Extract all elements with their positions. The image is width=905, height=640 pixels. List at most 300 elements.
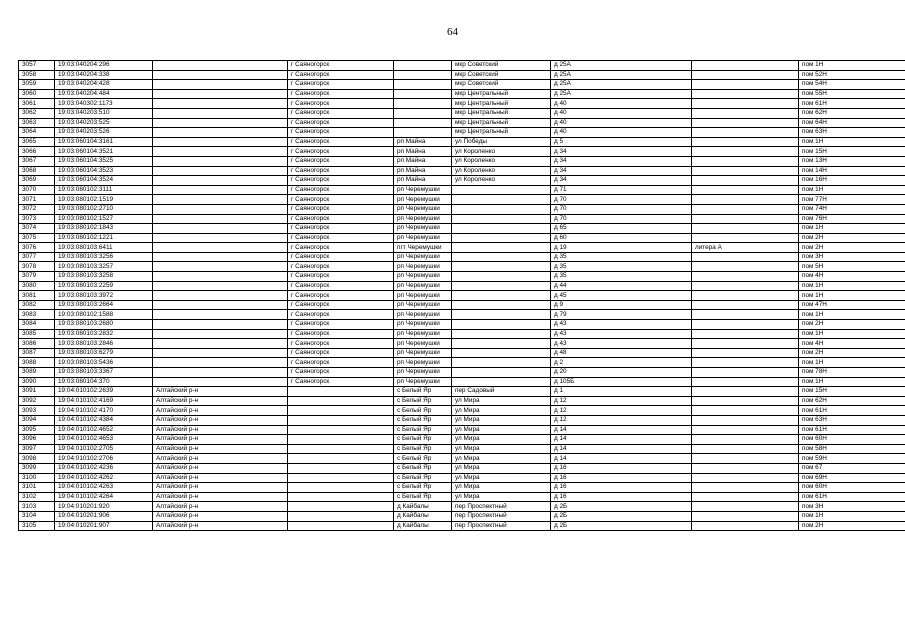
- table-row: [19, 147, 905, 157]
- building-cell: [692, 406, 799, 416]
- street-cell: [452, 262, 551, 272]
- settlement-cell: с Белый Яр: [394, 492, 452, 502]
- city-cell: г Саяногорск: [288, 272, 394, 282]
- settlement-cell: рп Черемушки: [394, 233, 452, 243]
- table-row: [19, 463, 905, 473]
- table-row: [19, 185, 905, 195]
- district-cell: Алтайский р-н: [153, 406, 288, 416]
- city-cell: [288, 454, 394, 464]
- premises-cell: пом 78Н: [799, 368, 905, 378]
- district-cell: [153, 291, 288, 301]
- premises-cell: пом 59Н: [799, 454, 905, 464]
- house-cell: д 40: [551, 108, 692, 118]
- city-cell: [288, 444, 394, 454]
- row-number-cell: 3080: [19, 281, 55, 291]
- cadastral-number-cell: 19:04:010102:4652: [55, 425, 153, 435]
- building-cell: [692, 99, 799, 109]
- city-cell: г Саяногорск: [288, 310, 394, 320]
- cadastral-number-cell: 19:03:080102:1519: [55, 195, 153, 205]
- district-cell: [153, 176, 288, 186]
- cadastral-number-cell: 19:03:040302:1173: [55, 99, 153, 109]
- street-cell: ул Мира: [452, 483, 551, 493]
- premises-cell: пом 5Н: [799, 262, 905, 272]
- house-cell: д 35: [551, 272, 692, 282]
- cadastral-number-cell: 19:04:010102:4264: [55, 492, 153, 502]
- settlement-cell: рп Черемушки: [394, 291, 452, 301]
- city-cell: [288, 483, 394, 493]
- district-cell: [153, 243, 288, 253]
- district-cell: Алтайский р-н: [153, 483, 288, 493]
- premises-cell: пом 1Н: [799, 224, 905, 234]
- settlement-cell: рп Майна: [394, 156, 452, 166]
- premises-cell: пом 2Н: [799, 320, 905, 330]
- building-cell: [692, 435, 799, 445]
- city-cell: [288, 502, 394, 512]
- premises-cell: пом 1Н: [799, 310, 905, 320]
- city-cell: г Саяногорск: [288, 291, 394, 301]
- table-row: [19, 243, 905, 253]
- premises-cell: пом 61Н: [799, 425, 905, 435]
- city-cell: г Саяногорск: [288, 128, 394, 138]
- premises-cell: пом 69Н: [799, 473, 905, 483]
- building-cell: [692, 176, 799, 186]
- cadastral-number-cell: 19:03:060104:3525: [55, 156, 153, 166]
- house-cell: д 43: [551, 320, 692, 330]
- building-cell: литера А: [692, 243, 799, 253]
- district-cell: [153, 156, 288, 166]
- district-cell: Алтайский р-н: [153, 511, 288, 521]
- settlement-cell: д Кайбалы: [394, 521, 452, 531]
- city-cell: г Саяногорск: [288, 80, 394, 90]
- row-number-cell: 3092: [19, 396, 55, 406]
- city-cell: [288, 511, 394, 521]
- cadastral-number-cell: 19:03:040204:484: [55, 89, 153, 99]
- settlement-cell: с Белый Яр: [394, 483, 452, 493]
- street-cell: ул Мира: [452, 435, 551, 445]
- house-cell: д 35: [551, 262, 692, 272]
- row-number-cell: 3058: [19, 70, 55, 80]
- premises-cell: пом 1Н: [799, 185, 905, 195]
- row-number-cell: 3085: [19, 329, 55, 339]
- city-cell: г Саяногорск: [288, 61, 394, 71]
- settlement-cell: рп Майна: [394, 176, 452, 186]
- building-cell: [692, 252, 799, 262]
- street-cell: [452, 368, 551, 378]
- district-cell: Алтайский р-н: [153, 492, 288, 502]
- house-cell: д 34: [551, 156, 692, 166]
- district-cell: [153, 214, 288, 224]
- row-number-cell: 3094: [19, 415, 55, 425]
- premises-cell: пом 63Н: [799, 128, 905, 138]
- district-cell: Алтайский р-н: [153, 473, 288, 483]
- premises-cell: пом 55Н: [799, 89, 905, 99]
- settlement-cell: д Кайбалы: [394, 511, 452, 521]
- premises-cell: пом 1Н: [799, 377, 905, 387]
- house-cell: д 25А: [551, 61, 692, 71]
- district-cell: [153, 358, 288, 368]
- building-cell: [692, 137, 799, 147]
- district-cell: [153, 128, 288, 138]
- building-cell: [692, 195, 799, 205]
- street-cell: ул Короленко: [452, 166, 551, 176]
- house-cell: д 40: [551, 118, 692, 128]
- premises-cell: пом 61Н: [799, 406, 905, 416]
- cadastral-number-cell: 19:03:080103:2832: [55, 329, 153, 339]
- building-cell: [692, 147, 799, 157]
- cadastral-number-cell: 19:03:080103:6279: [55, 348, 153, 358]
- row-number-cell: 3067: [19, 156, 55, 166]
- table-row: [19, 204, 905, 214]
- row-number-cell: 3100: [19, 473, 55, 483]
- building-cell: [692, 329, 799, 339]
- building-cell: [692, 204, 799, 214]
- building-cell: [692, 214, 799, 224]
- settlement-cell: рп Черемушки: [394, 252, 452, 262]
- district-cell: [153, 89, 288, 99]
- cadastral-number-cell: 19:03:080103:3256: [55, 252, 153, 262]
- table-row: [19, 300, 905, 310]
- street-cell: [452, 358, 551, 368]
- district-cell: [153, 252, 288, 262]
- table-row: [19, 320, 905, 330]
- district-cell: [153, 224, 288, 234]
- street-cell: ул Мира: [452, 415, 551, 425]
- district-cell: [153, 99, 288, 109]
- district-cell: [153, 195, 288, 205]
- table-row: [19, 368, 905, 378]
- cadastral-number-cell: 19:03:040203:526: [55, 128, 153, 138]
- city-cell: [288, 425, 394, 435]
- city-cell: г Саяногорск: [288, 281, 394, 291]
- settlement-cell: [394, 128, 452, 138]
- district-cell: [153, 320, 288, 330]
- house-cell: д 40: [551, 128, 692, 138]
- premises-cell: пом 14Н: [799, 166, 905, 176]
- cadastral-number-cell: 19:03:080102:2710: [55, 204, 153, 214]
- building-cell: [692, 233, 799, 243]
- building-cell: [692, 377, 799, 387]
- premises-cell: пом 61Н: [799, 99, 905, 109]
- cadastral-number-cell: 19:04:010201:906: [55, 511, 153, 521]
- row-number-cell: 3091: [19, 387, 55, 397]
- city-cell: [288, 396, 394, 406]
- table-row: [19, 262, 905, 272]
- row-number-cell: 3093: [19, 406, 55, 416]
- district-cell: [153, 80, 288, 90]
- city-cell: [288, 492, 394, 502]
- table-row: [19, 233, 905, 243]
- table-row: [19, 89, 905, 99]
- house-cell: д 2Б: [551, 511, 692, 521]
- district-cell: Алтайский р-н: [153, 463, 288, 473]
- cadastral-number-cell: 19:04:010102:4653: [55, 435, 153, 445]
- cadastral-number-cell: 19:03:080102:1527: [55, 214, 153, 224]
- row-number-cell: 3104: [19, 511, 55, 521]
- house-cell: д 79: [551, 310, 692, 320]
- premises-cell: пом 1Н: [799, 358, 905, 368]
- city-cell: г Саяногорск: [288, 348, 394, 358]
- house-cell: д 70: [551, 214, 692, 224]
- premises-cell: пом 1Н: [799, 281, 905, 291]
- cadastral-number-cell: 19:04:010201:920: [55, 502, 153, 512]
- house-cell: д 34: [551, 176, 692, 186]
- settlement-cell: [394, 99, 452, 109]
- premises-cell: пом 15Н: [799, 147, 905, 157]
- premises-cell: пом 74Н: [799, 204, 905, 214]
- row-number-cell: 3070: [19, 185, 55, 195]
- building-cell: [692, 300, 799, 310]
- street-cell: мкр Советский: [452, 80, 551, 90]
- settlement-cell: с Белый Яр: [394, 444, 452, 454]
- row-number-cell: 3069: [19, 176, 55, 186]
- house-cell: д 2Б: [551, 502, 692, 512]
- house-cell: д 9: [551, 300, 692, 310]
- cadastral-number-cell: 19:03:080103:3258: [55, 272, 153, 282]
- premises-cell: пом 1Н: [799, 511, 905, 521]
- district-cell: [153, 61, 288, 71]
- table-row: [19, 473, 905, 483]
- district-cell: Алтайский р-н: [153, 415, 288, 425]
- row-number-cell: 3064: [19, 128, 55, 138]
- city-cell: г Саяногорск: [288, 243, 394, 253]
- building-cell: [692, 118, 799, 128]
- city-cell: г Саяногорск: [288, 195, 394, 205]
- cadastral-number-cell: 19:03:060104:3521: [55, 147, 153, 157]
- house-cell: д 70: [551, 204, 692, 214]
- city-cell: г Саяногорск: [288, 262, 394, 272]
- premises-cell: пом 47Н: [799, 300, 905, 310]
- row-number-cell: 3078: [19, 262, 55, 272]
- city-cell: г Саяногорск: [288, 204, 394, 214]
- house-cell: д 44: [551, 281, 692, 291]
- city-cell: г Саяногорск: [288, 137, 394, 147]
- premises-cell: пом 64Н: [799, 118, 905, 128]
- building-cell: [692, 80, 799, 90]
- cadastral-number-cell: 19:04:010102:4169: [55, 396, 153, 406]
- building-cell: [692, 368, 799, 378]
- city-cell: г Саяногорск: [288, 368, 394, 378]
- building-cell: [692, 156, 799, 166]
- table-row: [19, 454, 905, 464]
- table-row: [19, 521, 905, 531]
- premises-cell: пом 1Н: [799, 329, 905, 339]
- row-number-cell: 3065: [19, 137, 55, 147]
- district-cell: Алтайский р-н: [153, 521, 288, 531]
- city-cell: г Саяногорск: [288, 156, 394, 166]
- row-number-cell: 3101: [19, 483, 55, 493]
- house-cell: д 60: [551, 233, 692, 243]
- premises-cell: пом 60Н: [799, 483, 905, 493]
- settlement-cell: с Белый Яр: [394, 415, 452, 425]
- table-row: [19, 281, 905, 291]
- house-cell: д 14: [551, 435, 692, 445]
- street-cell: мкр Центральный: [452, 108, 551, 118]
- house-cell: д 5: [551, 137, 692, 147]
- settlement-cell: рп Черемушки: [394, 310, 452, 320]
- row-number-cell: 3084: [19, 320, 55, 330]
- district-cell: [153, 137, 288, 147]
- table-row: [19, 291, 905, 301]
- district-cell: Алтайский р-н: [153, 387, 288, 397]
- house-cell: д 19: [551, 243, 692, 253]
- house-cell: д 14: [551, 454, 692, 464]
- table-row: [19, 70, 905, 80]
- settlement-cell: рп Черемушки: [394, 262, 452, 272]
- premises-cell: пом 13Н: [799, 156, 905, 166]
- house-cell: д 2: [551, 358, 692, 368]
- premises-cell: пом 62Н: [799, 108, 905, 118]
- house-cell: д 43: [551, 339, 692, 349]
- house-cell: д 16: [551, 463, 692, 473]
- premises-cell: пом 2Н: [799, 243, 905, 253]
- house-cell: д 25А: [551, 80, 692, 90]
- row-number-cell: 3057: [19, 61, 55, 71]
- row-number-cell: 3105: [19, 521, 55, 531]
- cadastral-number-cell: 19:03:080103:3972: [55, 291, 153, 301]
- city-cell: г Саяногорск: [288, 252, 394, 262]
- row-number-cell: 3063: [19, 118, 55, 128]
- building-cell: [692, 425, 799, 435]
- row-number-cell: 3099: [19, 463, 55, 473]
- settlement-cell: рп Черемушки: [394, 195, 452, 205]
- city-cell: г Саяногорск: [288, 233, 394, 243]
- premises-cell: пом 61Н: [799, 492, 905, 502]
- row-number-cell: 3089: [19, 368, 55, 378]
- settlement-cell: [394, 108, 452, 118]
- house-cell: д 35: [551, 252, 692, 262]
- house-cell: д 16: [551, 492, 692, 502]
- street-cell: мкр Центральный: [452, 89, 551, 99]
- street-cell: ул Мира: [452, 444, 551, 454]
- city-cell: [288, 473, 394, 483]
- row-number-cell: 3071: [19, 195, 55, 205]
- street-cell: [452, 185, 551, 195]
- row-number-cell: 3068: [19, 166, 55, 176]
- street-cell: ул Мира: [452, 396, 551, 406]
- street-cell: ул Победы: [452, 137, 551, 147]
- city-cell: г Саяногорск: [288, 224, 394, 234]
- street-cell: пер Садовый: [452, 387, 551, 397]
- cadastral-number-cell: 19:03:080103:3257: [55, 262, 153, 272]
- city-cell: [288, 406, 394, 416]
- city-cell: [288, 435, 394, 445]
- settlement-cell: рп Черемушки: [394, 368, 452, 378]
- cadastral-number-cell: 19:03:040203:525: [55, 118, 153, 128]
- row-number-cell: 3074: [19, 224, 55, 234]
- table-row: [19, 80, 905, 90]
- district-cell: Алтайский р-н: [153, 454, 288, 464]
- district-cell: [153, 329, 288, 339]
- house-cell: д 14: [551, 444, 692, 454]
- row-number-cell: 3077: [19, 252, 55, 262]
- district-cell: [153, 281, 288, 291]
- cadastral-number-cell: 19:03:080103:3367: [55, 368, 153, 378]
- district-cell: [153, 272, 288, 282]
- cadastral-number-cell: 19:03:040204:428: [55, 80, 153, 90]
- settlement-cell: рп Черемушки: [394, 377, 452, 387]
- building-cell: [692, 291, 799, 301]
- table-row: [19, 377, 905, 387]
- table-row: [19, 358, 905, 368]
- premises-cell: пом 54Н: [799, 80, 905, 90]
- row-number-cell: 3073: [19, 214, 55, 224]
- row-number-cell: 3087: [19, 348, 55, 358]
- cadastral-number-cell: 19:03:080103:2680: [55, 320, 153, 330]
- city-cell: [288, 387, 394, 397]
- district-cell: Алтайский р-н: [153, 502, 288, 512]
- street-cell: ул Мира: [452, 425, 551, 435]
- house-cell: д 2Б: [551, 521, 692, 531]
- table-row: [19, 387, 905, 397]
- row-number-cell: 3090: [19, 377, 55, 387]
- building-cell: [692, 61, 799, 71]
- table-row: [19, 435, 905, 445]
- row-number-cell: 3060: [19, 89, 55, 99]
- premises-cell: пом 52Н: [799, 70, 905, 80]
- settlement-cell: с Белый Яр: [394, 425, 452, 435]
- city-cell: г Саяногорск: [288, 377, 394, 387]
- row-number-cell: 3062: [19, 108, 55, 118]
- house-cell: д 12: [551, 396, 692, 406]
- cadastral-number-cell: 19:03:080103:2846: [55, 339, 153, 349]
- house-cell: д 12: [551, 406, 692, 416]
- table-row: [19, 348, 905, 358]
- house-cell: д 16: [551, 473, 692, 483]
- city-cell: [288, 521, 394, 531]
- district-cell: [153, 108, 288, 118]
- settlement-cell: с Белый Яр: [394, 463, 452, 473]
- building-cell: [692, 224, 799, 234]
- street-cell: ул Мира: [452, 473, 551, 483]
- row-number-cell: 3097: [19, 444, 55, 454]
- premises-cell: пом 1Н: [799, 61, 905, 71]
- house-cell: д 25А: [551, 89, 692, 99]
- cadastral-number-cell: 19:03:080102:1221: [55, 233, 153, 243]
- street-cell: мкр Центральный: [452, 118, 551, 128]
- house-cell: д 71: [551, 185, 692, 195]
- cadastral-number-cell: 19:04:010102:4384: [55, 415, 153, 425]
- settlement-cell: с Белый Яр: [394, 473, 452, 483]
- table-row: [19, 502, 905, 512]
- cadastral-number-cell: 19:03:060104:3524: [55, 176, 153, 186]
- premises-cell: пом 2Н: [799, 521, 905, 531]
- cadastral-number-cell: 19:03:040204:296: [55, 61, 153, 71]
- city-cell: [288, 463, 394, 473]
- city-cell: г Саяногорск: [288, 339, 394, 349]
- settlement-cell: д Кайбалы: [394, 502, 452, 512]
- row-number-cell: 3061: [19, 99, 55, 109]
- premises-cell: пом 2Н: [799, 348, 905, 358]
- house-cell: д 16: [551, 483, 692, 493]
- city-cell: г Саяногорск: [288, 320, 394, 330]
- building-cell: [692, 396, 799, 406]
- city-cell: г Саяногорск: [288, 185, 394, 195]
- building-cell: [692, 128, 799, 138]
- table-row: [19, 329, 905, 339]
- cadastral-number-cell: 19:04:010102:4262: [55, 473, 153, 483]
- cadastral-number-cell: 19:03:080102:1588: [55, 310, 153, 320]
- settlement-cell: [394, 118, 452, 128]
- street-cell: ул Короленко: [452, 147, 551, 157]
- settlement-cell: с Белый Яр: [394, 454, 452, 464]
- row-number-cell: 3083: [19, 310, 55, 320]
- table-row: [19, 224, 905, 234]
- district-cell: [153, 166, 288, 176]
- street-cell: [452, 377, 551, 387]
- settlement-cell: рп Майна: [394, 137, 452, 147]
- settlement-cell: рп Черемушки: [394, 281, 452, 291]
- city-cell: г Саяногорск: [288, 176, 394, 186]
